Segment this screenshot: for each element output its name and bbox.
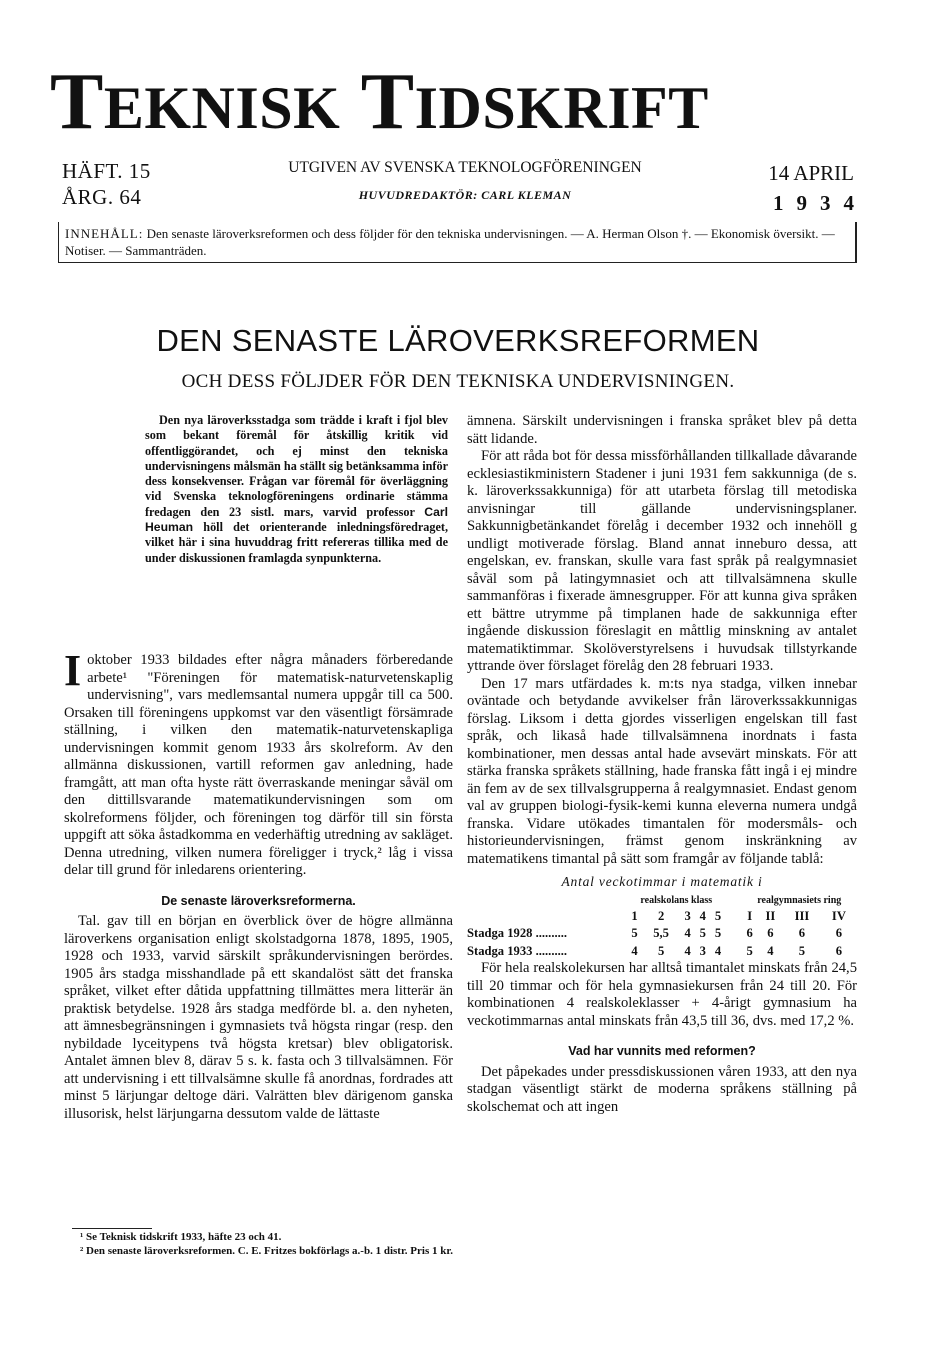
table-subheader: II — [765, 908, 776, 923]
contents-box — [58, 222, 857, 263]
publisher-line: UTGIVEN AV SVENSKA TEKNOLOGFÖRENINGEN — [288, 159, 642, 176]
table-subheader: 4 — [699, 908, 706, 923]
paragraph-r3: Den 17 mars utfärdades k. m:ts nya stadga, vilken innebar oväntade och betydande avvikelser från läroverkssakkunnigas förslag. Liksom i detta gjordes visserligen engelskan till fast språk, och likaså hade tillvalsämnena inordnats i fasta kombinationer, men dessas antal hade avsevärt minskats. För att stärka franska språkets ställning, hade franska fått ingå i ej mindre än fem av de sex tillvalsgrupperna å realgymnasiet. Endast genom val av gruppen biologi-fysik-kemi kunna eleverna numera undgå franska. Vidare utökades timantalen för modersmåls- och historieundervisningen, främst genom inskränkning av matematikens timantal på sätt som framgår av följande tablå: — [467, 675, 857, 867]
table-caption: Antal veckotimmar i matematik i — [561, 874, 763, 889]
issue-haft: HÄFT. 15 — [62, 159, 151, 183]
section-heading-2: Vad har vunnits med reformen? — [568, 1044, 756, 1058]
table-row: Stadga 1933 .......... 4 5 4 3 4 5 4 5 6 — [467, 943, 857, 961]
table-group-gymnasium: realgymnasiets ring — [757, 894, 842, 906]
table-subheader: 3 — [684, 908, 691, 923]
contents-text: Den senaste läroverksreformen och dess följder för den tekniska undervisningen. — A. Herman Olson †. — Ekonomisk översikt. — Notiser. — Sammanträden. — [65, 226, 835, 258]
article-headline: DEN SENASTE LÄROVERKSREFORMEN — [156, 323, 760, 358]
drop-cap: I — [64, 646, 82, 695]
masthead — [50, 52, 865, 152]
intro-speaker-name: Carl Heuman — [145, 504, 448, 535]
article-intro: Den nya läroverksstadga som trädde i kraft i fjol blev som bekant föremål för åtskillig kritik vid offentliggörandet, och ej minst den tekniska undervisningens målsmän ha ställt sig betänksamma inför dess konsekvenser. Frågan var föremål för överläggning vid Svenska teknologföreningens ordinarie stämma fredagen den 23 sistl. mars, varvid professor Carl Heuman höll det orienterande inledningsföredraget, vilket här i sina huvuddrag fritt refereras tillika med de under diskussionen framlagda synpunkterna. — [145, 413, 448, 565]
hours-table — [467, 893, 857, 961]
table-row: Stadga 1928 .......... 5 5,5 4 5 5 6 6 6 6 — [467, 925, 857, 943]
publisher-block — [225, 158, 705, 205]
paragraph-r1: ämnena. Särskilt undervisningen i franska språket blev på detta sätt lidande. — [467, 413, 857, 447]
paragraph-r2: För att råda bot för dessa missförhållanden tillkallade dåvarande ecklesiastikministern Stadener i juni 1931 fem sakkunniga (de s. k. läroverkssakkunniga) för att utarbeta förslag till metodiska anvisningar till gällande undervisningsplaner. Sakkunnigbetänkandet förelåg i december 1932 och innehöll g undligt motiverade förslag. Bland annat inneburo dessa, att engelskan, ev. franskan, skulle vara fast språk på realgymnasiet såväl som på latingymnasiet och att tillvalsämnena skulle sammanföras i fixerade ämnesgrupper. För att kunna giva språken ett bättre utrymme på timplanen hade de sakkunniga efter ingående diskussion föreslagit en måttlig minskning av antalet matematiktimmar. Skolöverstyrelsens i huvudsak tillstyrkande yttrande över förslaget förelåg den 28 februari 1933. — [467, 448, 857, 674]
article-subheadline: OCH DESS FÖLJDER FÖR DEN TEKNISKA UNDERVISNINGEN. — [181, 371, 735, 392]
paragraph-r4: För hela realskolekursen har alltså timantalet minskats från 24,5 till 20 timmar och för hela gymnasiekursen från 24 till 20. För kombinationen 4 realskoleklasser + 4-årigt gymnasium ha veckotimmarnas antal minskats från 43,5 till 36, dvs. med 17,2 %. — [467, 960, 857, 1029]
date-block — [768, 158, 867, 218]
table-row-label: Stadga 1928 .......... — [467, 926, 568, 940]
table-subheader: IV — [831, 908, 846, 923]
right-column — [467, 413, 857, 1116]
table-subheader: 5 — [714, 908, 722, 923]
table-subheader: 1 — [631, 908, 638, 923]
footnote-rule — [72, 1228, 152, 1229]
left-column — [64, 646, 453, 1123]
masthead-title: TEKNISK TIDSKRIFT — [50, 58, 709, 146]
editor-line: HUVUDREDAKTÖR: CARL KLEMAN — [358, 188, 572, 202]
contents-label: INNEHÅLL: — [65, 226, 144, 241]
paragraph-1: I oktober 1933 bildades efter några månaders förberedande arbete¹ "Föreningen för matematisk-naturvetenskaplig undervisning", vars medlemsantal numera uppgår till ca 500. Orsaken till föreningens uppkomst var den väsentligt försämrade ställning, i vilken den matematik-naturvetenskapliga undervisningen kommit genom 1933 års skolreform. Av den allmänna diskussionen, vartill reformen gav anledning, hade framgått, att man ofta hyste rätt överraskande meningar såväl om den dittillsvarande matematikundervisningen som om skolreformens följder, och föreningen tog därför till sin första uppgift att söka åstadkomma en vederhäftig utredning av sakläget. Denna utredning, vilken numera föreligger i tryck,² låg i vissa delar till grund för inledarens orientering. — [64, 646, 453, 878]
footnotes — [72, 1230, 454, 1258]
paragraph-2: Tal. gav till en början en överblick över de högre allmänna läroverkens organisation enligt skolstadgorna 1878, 1895, 1905, 1928 och 1933, varvid särskilt språkundervisningen berördes. 1905 års stadga misshandlade på ett skandalöst sätt det franska språket, vilket efter dåtida uppfattning tillmättes mera litterär än praktisk betydelse. 1928 års stadga medförde bl. a. den nyheten, att ämnesbegränsningen i gymnasiets två högsta ringar (resp. den nybildade lyceitypens två högsta kretsar) blev obligatorisk. Antalet ämnen blev 8, därav 5 s. k. fasta och 3 tillvalsämnen. För att undervisning i ett tillvalsämne skulle få anordnas, fordrades att minst 5 lärjungar deltoge däri. Valrätten blev därigenom ganska illusorisk, helst lärjungarna dessutom valde de lättaste — [64, 913, 453, 1122]
table-subheader: III — [794, 908, 810, 923]
section-heading-1: De senaste läroverksreformerna. — [161, 893, 356, 908]
issue-arg: ÅRG. 64 — [62, 185, 142, 209]
footnote-2: ² Den senaste läroverksreformen. C. E. Fritzes bokförlags a.-b. 1 distr. Pris 1 kr. — [80, 1245, 453, 1257]
table-group-realskola: realskolans klass — [640, 894, 713, 906]
table-subheader: 2 — [657, 908, 665, 923]
table-row-label: Stadga 1933 .......... — [467, 943, 568, 958]
paragraph-r5: Det påpekades under pressdiskussionen våren 1933, att den nya stadgan väsentligt stärkt de moderna språkens ställning på skolschemat och att ingen — [467, 1063, 857, 1115]
issue-number-block — [62, 158, 151, 210]
issue-year: 1934 — [773, 191, 867, 215]
footnote-1: ¹ Se Teknisk tidskrift 1933, häfte 23 och 41. — [80, 1231, 282, 1243]
issue-date: 14 APRIL — [768, 161, 854, 185]
table-subheader: I — [747, 908, 753, 923]
